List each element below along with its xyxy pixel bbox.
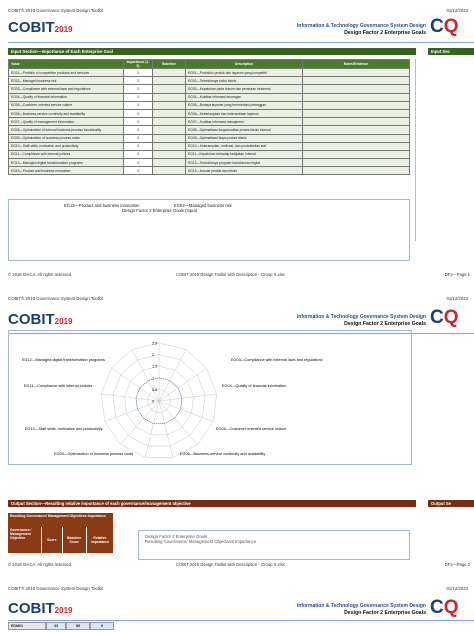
output-chart-area [138,530,410,560]
input-chart-area [8,199,410,261]
importance-cell[interactable]: 3 [124,134,153,142]
header-left: COBIT® 2019 Governance System Design Toolkit [8,296,104,301]
importance-cell[interactable]: 3 [124,77,153,85]
mini-chart-caption: Design Factor 2 Enterprise Goals (Input) [122,208,198,213]
cobit-logo-cropped: CQ [430,307,459,328]
edm01-label: EDM01 [8,622,46,630]
table-row [9,142,410,150]
description-cell: EG01—Portofolio produk dan layanan yang kompetitif [186,69,303,77]
header-date: 01/12/2023 [446,296,468,301]
banner-rule [8,42,474,43]
radar-label-eg12: EG12—Managed digital transformation programs [22,358,105,362]
col-relative-importance: Relative Importance [87,527,113,553]
value-cell: EG06—Business-service continuity and availability [9,109,124,117]
radar-label-eg05: EG05—Customer-oriented service culture [216,427,287,431]
col-importance: Importance (1-5) [124,60,153,69]
baseline-cell [153,167,186,175]
output-chart-caption-1: Design Factor 2 Enterprise Goals [145,534,207,539]
notes-cell [303,167,410,175]
edm01-relative: 0 [90,622,114,630]
banner-title: Information & Technology Governance System Design [296,23,426,29]
description-cell: EG03—Kepatuhan pada hukum dan peraturan eksternal [186,85,303,93]
radar-chart [9,331,411,464]
col-notes: Notes/Evidence [303,60,410,69]
table-row [9,85,410,93]
value-cell: EG09—Optimization of business process costs [9,134,124,142]
importance-cell[interactable]: 3 [124,167,153,175]
header-date: 01/12/2023 [446,586,468,591]
notes-cell [303,69,410,77]
baseline-cell [153,126,186,134]
radar-tick-label: 1.5 [152,364,158,369]
table-row [9,159,410,167]
table-row [9,167,410,175]
header-date: 01/12/2023 [446,8,468,13]
value-cell: EG13—Product and business innovation [9,167,124,175]
banner-subtitle: Design Factor 2 Enterprise Goals [344,30,426,36]
notes-cell [303,150,410,158]
footer-copyright: © 2018 ISACA. All rights reserved. [8,562,73,567]
col-objective: Governance / Management Objective [8,527,42,553]
importance-cell[interactable]: 3 [124,118,153,126]
notes-cell [303,134,410,142]
value-cell: EG04—Quality of financial information [9,93,124,101]
radar-spoke [121,401,160,444]
notes-cell [303,142,410,150]
output-objectives-table [8,513,113,553]
radar-tick-label: 0 [152,399,155,404]
col-baseline-score: Baseline Score [63,527,87,553]
output-section-title: Output Section—Resulting relative importance of each governance/management objective [8,500,416,507]
input-section-title: Input Section—Importance of Each Enterprise Goal [8,48,416,55]
table-row [9,118,410,126]
baseline-cell [153,85,186,93]
banner-subtitle: Design Factor 2 Enterprise Goals [344,321,426,327]
footer-filename: COBIT 2019 Design Toolkit with Description - Group X.xlsx [176,562,285,567]
col-value: Value [9,60,124,69]
baseline-cell [153,150,186,158]
output-section-title-right: Output Se [428,500,474,507]
value-cell: EG11—Compliance with internal policies [9,150,124,158]
enterprise-goals-table [8,59,410,175]
notes-cell [303,85,410,93]
radar-chart-panel [8,330,412,465]
importance-cell[interactable]: 3 [124,159,153,167]
radar-label-eg04: EG04—Quality of financial information [222,384,287,388]
description-cell: EG04—Kualitas informasi keuangan [186,93,303,101]
notes-cell [303,118,410,126]
radar-label-eg11: EG11—Compliance with internal policies [24,384,93,388]
description-cell: EG07—Kualitas informasi manajemen [186,118,303,126]
notes-cell [303,109,410,117]
col-baseline: Baseline [153,60,186,69]
radar-label-eg03: EG03—Compliance with external laws and regulations [231,358,323,362]
importance-cell[interactable]: 3 [124,109,153,117]
baseline-cell [153,101,186,109]
description-cell: EG11—Kepatuhan terhadap kebijakan internal [186,150,303,158]
value-cell: EG01—Portfolio of competitive products and services [9,69,124,77]
table-row [9,134,410,142]
table-row [9,150,410,158]
side-panel-divider [415,59,468,241]
col-score: Score [42,527,62,553]
col-description: Description [186,60,303,69]
importance-cell[interactable]: 3 [124,101,153,109]
baseline-cell [153,134,186,142]
mini-chart-left-label: EG13—Product and business innovation [64,203,140,208]
importance-cell[interactable]: 3 [124,69,153,77]
radar-label-eg06: EG06—Business-service continuity and availability [180,452,266,456]
output-chart-caption-2: Resulting Governance/ Management Objectives Importance [145,539,257,544]
footer-filename: COBIT 2019 Design Toolkit with Description - Group X.xlsx [176,272,285,277]
baseline-cell [153,159,186,167]
value-cell: EG03—Compliance with external laws and regulations [9,85,124,93]
table-row [9,93,410,101]
cobit-logo-cropped: CQ [430,597,459,618]
radar-spoke [105,401,159,422]
input-section-title-right: Input Sec [428,48,474,55]
radar-spoke [159,350,186,401]
baseline-cell [153,142,186,150]
importance-cell[interactable]: 3 [124,126,153,134]
importance-cell[interactable]: 3 [124,150,153,158]
mini-chart-right-label: EG02—Managed business risk [174,203,232,208]
description-cell: EG12—Terkelolanya program transformasi digital [186,159,303,167]
radar-tick-label: 0.5 [152,387,158,392]
radar-spoke [159,401,213,422]
radar-label-eg10: EG10—Staff skills, motivation and productivity [25,427,103,431]
baseline-cell [153,77,186,85]
baseline-cell [153,93,186,101]
banner-subtitle: Design Factor 2 Enterprise Goals [344,610,426,616]
description-cell: EG08—Optimalisasi fungsionalitas proses bisnis internal [186,126,303,134]
cobit-logo: COBIT2019 [8,600,73,617]
radar-spoke [132,350,159,401]
radar-spoke [159,401,173,457]
value-cell: EG02—Managed business risk [9,77,124,85]
value-cell: EG08—Optimization of internal business process functionality [9,126,124,134]
banner-rule [8,620,474,621]
edm01-score: 33 [46,622,66,630]
baseline-cell [153,109,186,117]
baseline-cell [153,69,186,77]
edm01-row [8,622,114,630]
notes-cell [303,77,410,85]
edm01-baseline: 89 [66,622,90,630]
description-cell: EG13—Inovasi produk dan bisnis [186,167,303,175]
value-cell: EG12—Managed digital transformation programs [9,159,124,167]
value-cell: EG07—Quality of management information [9,118,124,126]
header-left: COBIT® 2019 Governance System Design Toolkit [8,8,104,13]
importance-cell[interactable]: 3 [124,93,153,101]
cobit-logo-cropped: CQ [430,16,459,37]
table-row [9,126,410,134]
footer-page: DF2—Page 2 [444,562,470,567]
banner-title: Information & Technology Governance System Design [296,314,426,320]
importance-cell[interactable]: 3 [124,85,153,93]
cobit-logo: COBIT2019 [8,19,73,36]
baseline-cell [153,118,186,126]
description-cell: EG06—Keberlanjutan dan ketersediaan layanan [186,109,303,117]
radar-spoke [145,401,159,457]
banner-title: Information & Technology Governance System Design [296,603,426,609]
table-header-row [9,60,410,69]
description-cell: EG10—Keterampilan, motivasi, dan produktivitas staf [186,142,303,150]
footer-copyright: © 2018 ISACA. All rights reserved. [8,272,73,277]
radar-spoke [159,401,198,444]
description-cell: EG05—Budaya layanan yang berorientasi pelanggan [186,101,303,109]
value-cell: EG10—Staff skills, motivation and productivity [9,142,124,150]
cobit-logo: COBIT2019 [8,311,73,328]
description-cell: EG09—Optimalisasi biaya proses bisnis [186,134,303,142]
radar-label-eg09: EG09—Optimization of business process costs [54,452,134,456]
table-row [9,109,410,117]
notes-cell [303,101,410,109]
output-table-title: Resulting Governance/ Management Objectives Importance [8,513,113,527]
radar-tick-label: 2.5 [152,341,158,346]
footer-page: DF2—Page 1 [444,272,470,277]
radar-tick-label: 2 [152,353,155,358]
table-row [9,101,410,109]
radar-tick-label: 1 [152,376,155,381]
notes-cell [303,159,410,167]
description-cell: EG02—Terkelolanya risiko bisnis [186,77,303,85]
table-row [9,69,410,77]
header-left: COBIT® 2019 Governance System Design Toolkit [8,586,104,591]
importance-cell[interactable]: 3 [124,142,153,150]
table-row [9,77,410,85]
notes-cell [303,126,410,134]
notes-cell [303,93,410,101]
value-cell: EG05—Customer-oriented service culture [9,101,124,109]
